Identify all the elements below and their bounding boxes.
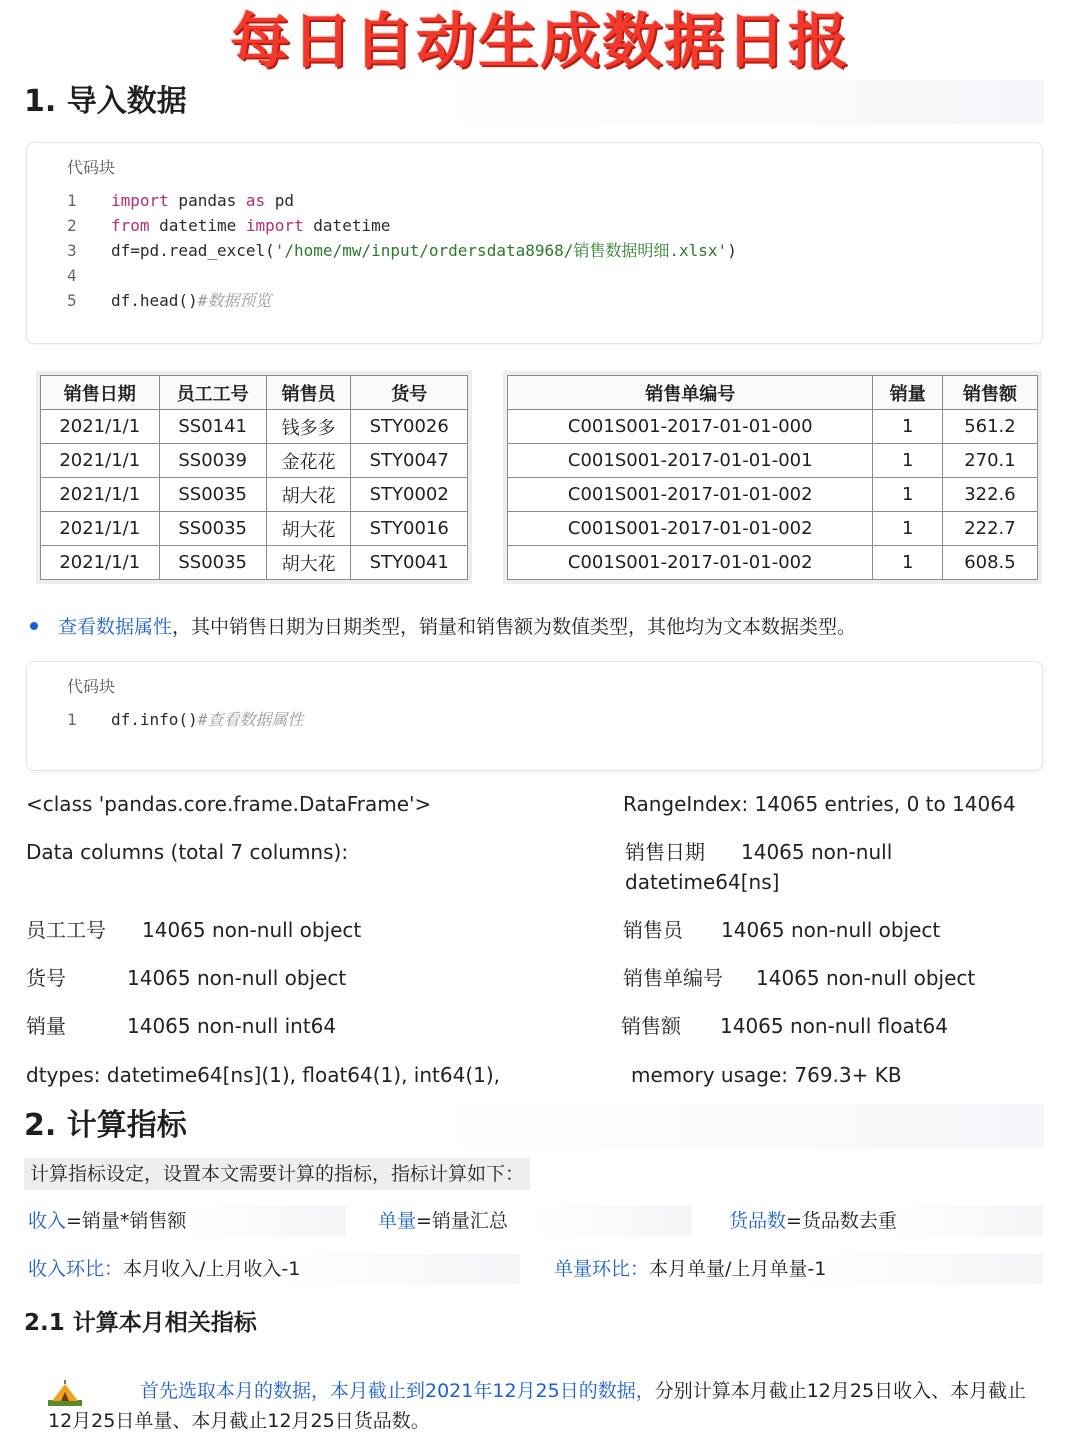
info-range-index: RangeIndex: 14065 entries, 0 to 14064 [623,792,1016,816]
metric-revenue [26,1206,346,1236]
metric-key: 收入环比： [28,1258,124,1280]
column-name: 销售员 [623,918,683,942]
table-row [508,546,1038,580]
line-number: 5 [67,291,77,310]
line-number: 3 [67,241,77,260]
table-cell: SS0035 [159,478,266,512]
column-value: 14065 non-null object [721,918,941,942]
preview-table-left [40,375,468,580]
code-text: df=pd.read_excel( [111,241,275,260]
code-line [67,239,737,263]
tip-highlight: 首先选取本月的数据，本月截止到2021年12月25日的数据， [140,1380,655,1402]
code-text: pd [265,191,295,210]
column-header: 货号 [351,376,468,410]
line-number: 1 [67,191,77,210]
code-comment: #数据预览 [197,291,272,310]
metric-formula: =销量*销售额 [66,1210,187,1232]
info-data-columns: Data columns (total 7 columns): [26,840,349,864]
table-cell: C001S001-2017-01-01-002 [508,512,873,546]
code-text: df.head() [111,291,198,310]
column-header: 销售日期 [41,376,160,410]
subsection-2-1-heading: 2.1 计算本月相关指标 [24,1310,257,1336]
section-2-heading: 2. 计算指标 [24,1104,1044,1148]
column-name: 员工工号 [26,918,106,942]
metric-formula: =货品数去重 [786,1210,897,1232]
table-cell: 2021/1/1 [41,478,160,512]
metric-key: 收入 [28,1210,67,1232]
info-order-column [623,963,975,993]
table-cell: 胡大花 [266,546,351,580]
info-seller-column [623,915,940,945]
column-name: 销售额 [621,1014,681,1038]
code-keyword: import [245,216,304,235]
column-value: 14065 non-null [741,840,893,864]
table-cell: 胡大花 [266,512,351,546]
table-cell: 1 [873,444,942,478]
code-text: datetime [149,216,246,235]
column-name: 货号 [26,966,66,990]
column-value: 14065 non-null object [127,966,347,990]
table-cell: 1 [873,512,942,546]
column-value: 14065 non-null float64 [720,1014,948,1038]
table-row [508,478,1038,512]
table-cell: C001S001-2017-01-01-002 [508,546,873,580]
table-cell: STY0047 [351,444,468,478]
column-header: 销量 [873,376,942,410]
bullet-dot [30,622,38,630]
metric-formula: 本月收入/上月收入-1 [123,1258,301,1280]
table-cell: STY0016 [351,512,468,546]
table-cell: 钱多多 [266,410,351,444]
table-cell: 608.5 [942,546,1037,580]
table-cell: 322.6 [942,478,1037,512]
table-cell: 金花花 [266,444,351,478]
table-cell: 1 [873,410,942,444]
info-memory: memory usage: 769.3+ KB [631,1063,902,1087]
code-keyword: as [245,191,266,210]
code-line [67,289,271,313]
metric-key: 货品数 [729,1210,787,1232]
column-header: 销售额 [942,376,1037,410]
table-cell: C001S001-2017-01-01-002 [508,478,873,512]
tip-text: 分别计算本月截止12月25日收入、本月截止12月25日单量、本月截止12月25日货品数。 [48,1380,1027,1432]
metric-orders [376,1206,692,1236]
table-row [508,444,1038,478]
table-cell: 2021/1/1 [41,546,160,580]
code-block-import [26,142,1043,344]
table-row [41,410,468,444]
metric-key: 单量环比： [554,1258,650,1280]
table-cell: 1 [873,478,942,512]
info-emp-column [26,915,361,945]
table-cell: SS0141 [159,410,266,444]
table-cell: SS0035 [159,546,266,580]
column-header: 销售员 [266,376,351,410]
table-row [41,444,468,478]
code-line [67,264,111,288]
info-qty-column [26,1011,336,1041]
table-row [508,512,1038,546]
metric-key: 单量 [378,1210,417,1232]
code-text: ) [727,241,737,260]
metric-item-count [727,1206,1043,1236]
code-text: datetime [303,216,391,235]
table-cell: SS0039 [159,444,266,478]
table-cell: C001S001-2017-01-01-000 [508,410,873,444]
code-line [67,214,390,238]
column-name: 销量 [26,1014,66,1038]
metric-orders-mom [552,1254,1043,1284]
column-value: 14065 non-null int64 [127,1014,337,1038]
code-block-info [26,661,1043,771]
table-cell: 222.7 [942,512,1037,546]
bullet-data-attributes [30,612,1050,642]
line-number: 2 [67,216,77,235]
info-class-line: <class 'pandas.core.frame.DataFrame'> [26,792,432,816]
table-row [508,410,1038,444]
metric-formula: 本月单量/上月单量-1 [649,1258,827,1280]
column-header: 销售单编号 [508,376,873,410]
code-keyword: import [111,191,169,210]
tip-paragraph [48,1376,1038,1436]
line-number: 4 [67,266,77,285]
table-cell: 270.1 [942,444,1037,478]
code-line [67,708,303,732]
metrics-intro: 计算指标设定，设置本文需要计算的指标，指标计算如下： [24,1158,530,1190]
code-line [67,189,294,213]
table-cell: C001S001-2017-01-01-001 [508,444,873,478]
line-number: 1 [67,710,77,729]
column-value: 14065 non-null object [756,966,976,990]
info-item-column [26,963,346,993]
table-row [41,512,468,546]
metric-formula: =销量汇总 [416,1210,508,1232]
code-comment: #查看数据属性 [197,710,304,729]
table-row [41,546,468,580]
info-dtypes: dtypes: datetime64[ns](1), float64(1), int64(1), [26,1063,501,1087]
section-1-heading: 1. 导入数据 [24,80,1044,124]
code-text: pandas [168,191,246,210]
metric-revenue-mom [26,1254,520,1284]
table-row [41,478,468,512]
column-name: 销售日期 [625,840,705,864]
table-cell: SS0035 [159,512,266,546]
banner-title: 每日自动生成数据日报 [230,7,850,77]
table-cell: 561.2 [942,410,1037,444]
table-cell: STY0041 [351,546,468,580]
code-keyword: from [111,216,150,235]
info-amt-column [621,1011,948,1041]
table-cell: 1 [873,546,942,580]
code-string: '/home/mw/input/ordersdata8968/销售数据明细.xlsx' [274,241,728,260]
preview-table-right [507,375,1038,580]
table-cell: 2021/1/1 [41,410,160,444]
code-text: df.info() [111,710,198,729]
info-date-column [625,837,892,867]
bullet-text: ，其中销售日期为日期类型，销量和销售额为数值类型，其他均为文本数据类型。 [172,616,857,638]
table-cell: STY0026 [351,410,468,444]
info-date-type: datetime64[ns] [625,870,780,894]
bullet-link[interactable]: 查看数据属性 [58,616,173,638]
table-cell: 胡大花 [266,478,351,512]
code-block-caption: 代码块 [67,158,116,177]
column-header: 员工工号 [159,376,266,410]
column-name: 销售单编号 [623,966,723,990]
code-block-caption: 代码块 [67,677,116,696]
table-cell: 2021/1/1 [41,444,160,478]
column-value: 14065 non-null object [142,918,362,942]
table-cell: STY0002 [351,478,468,512]
table-cell: 2021/1/1 [41,512,160,546]
